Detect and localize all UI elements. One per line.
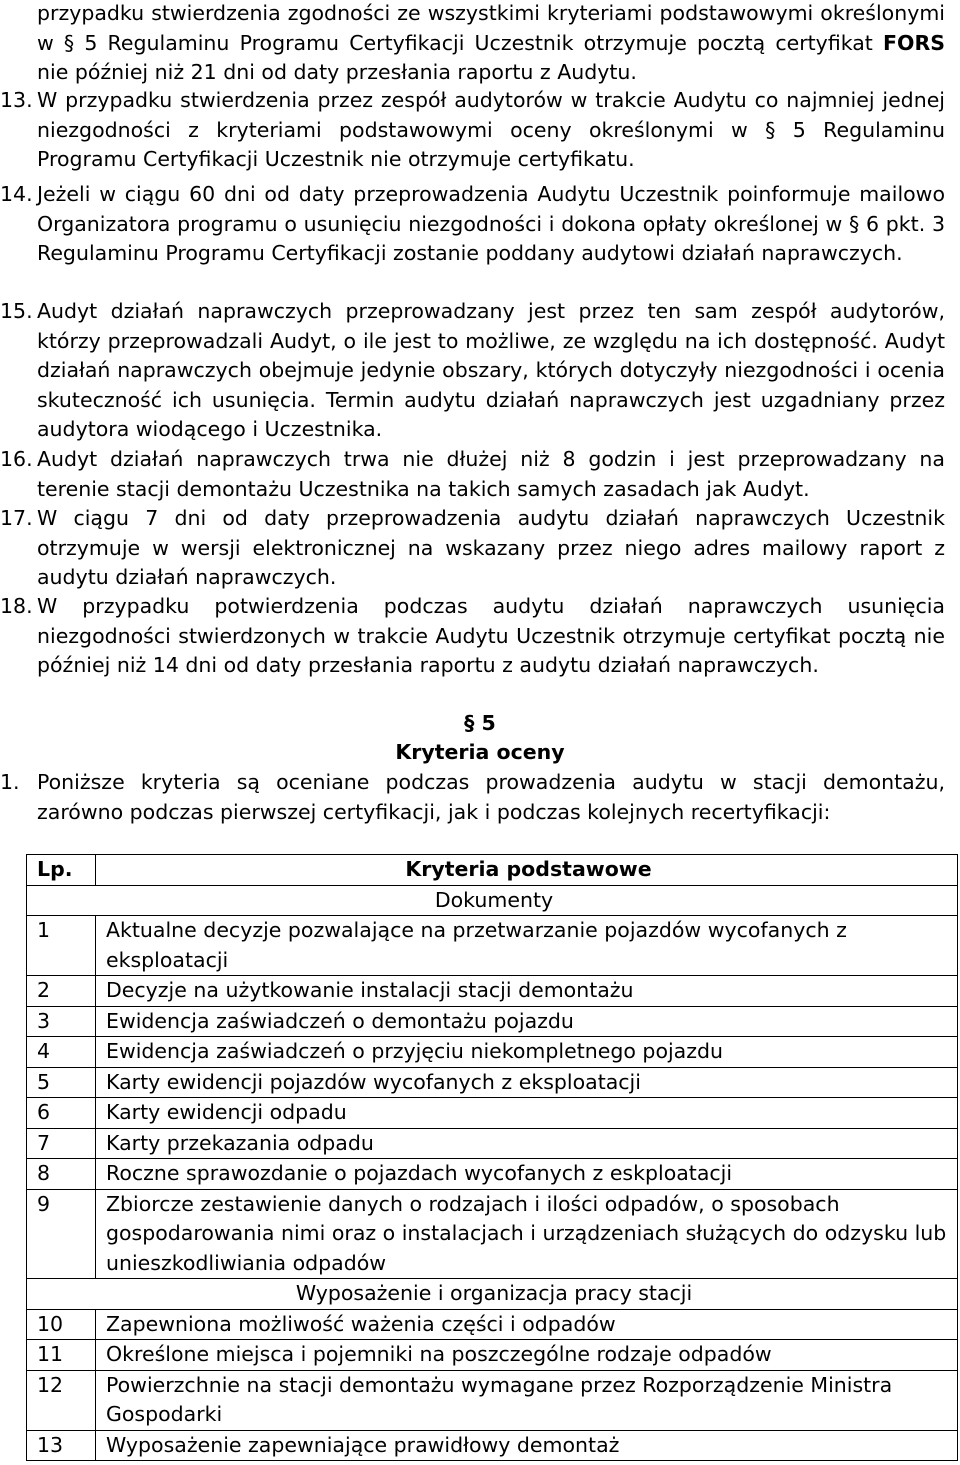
table-row — [27, 1159, 958, 1190]
list-item-text: W przypadku stwierdzenia przez zespół audytorów w trakcie Audytu co najmniej jednej niezgodności z kryteriami podstawowymi oceny określonymi w § 5 Regulaminu Programu Certyfikacji Uczestnik nie otrzymuje certyfikatu. — [37, 88, 945, 171]
list-item-number: 16. — [0, 447, 33, 471]
group-documents: Dokumenty — [27, 885, 958, 916]
list-item-15 — [0, 297, 945, 445]
table-row — [27, 1006, 958, 1037]
row-text: Wyposażenie zapewniające prawidłowy demontaż — [96, 1430, 958, 1461]
row-lp: 3 — [27, 1006, 96, 1037]
table-row — [27, 1098, 958, 1129]
row-text: Decyzje na użytkowanie instalacji stacji demontażu — [96, 976, 958, 1007]
row-text: Określone miejsca i pojemniki na poszczególne rodzaje odpadów — [96, 1340, 958, 1371]
row-lp: 4 — [27, 1037, 96, 1068]
row-text: Zapewniona możliwość ważenia części i odpadów — [96, 1309, 958, 1340]
row-lp: 10 — [27, 1309, 96, 1340]
table-row — [27, 976, 958, 1007]
list-item-text: Poniższe kryteria są oceniane podczas prowadzenia audytu w stacji demontażu, zarówno podczas pierwszej certyfikacji, jak i podczas kolejnych recertyfikacji: — [37, 770, 945, 824]
row-text: Karty przekazania odpadu — [96, 1128, 958, 1159]
table-row — [27, 1309, 958, 1340]
row-lp: 11 — [27, 1340, 96, 1371]
list-item-number: 13. — [0, 88, 33, 112]
header-criteria: Kryteria podstawowe — [96, 855, 958, 886]
list-item-text: Audyt działań naprawczych trwa nie dłużej niż 8 godzin i jest przeprowadzany na terenie stacji demontażu Uczestnika na takich samych zasadach jak Audyt. — [37, 447, 945, 501]
row-lp: 7 — [27, 1128, 96, 1159]
table-row — [27, 1067, 958, 1098]
row-text: Powierzchnie na stacji demontażu wymagane przez Rozporządzenie Ministra Gospodarki — [96, 1370, 958, 1430]
row-lp: 9 — [27, 1189, 96, 1279]
row-lp: 5 — [27, 1067, 96, 1098]
group-equipment: Wyposażenie i organizacja pracy stacji — [27, 1279, 958, 1310]
paragraph-12-text-a: przypadku stwierdzenia zgodności ze wszystkimi kryteriami podstawowymi określonymi w § 5 Regulaminu Programu Certyfikacji Uczestnik otrzymuje pocztą certyfikat — [37, 1, 945, 55]
table-row — [27, 1189, 958, 1279]
header-lp: Lp. — [27, 855, 96, 886]
list-item-number: 14. — [0, 182, 33, 206]
list-item-number: 18. — [0, 594, 33, 618]
table-row — [27, 916, 958, 976]
list-item-14 — [0, 180, 945, 269]
table-row — [27, 1430, 958, 1461]
row-text: Karty ewidencji odpadu — [96, 1098, 958, 1129]
row-text: Karty ewidencji pojazdów wycofanych z eksploatacji — [96, 1067, 958, 1098]
row-lp: 8 — [27, 1159, 96, 1190]
fors-bold: FORS — [883, 30, 945, 55]
row-lp: 12 — [27, 1370, 96, 1430]
row-lp: 1 — [27, 916, 96, 976]
table-row — [27, 1128, 958, 1159]
table-row — [27, 1370, 958, 1430]
row-text: Zbiorcze zestawienie danych o rodzajach i ilości odpadów, o sposobach gospodarowania nimi oraz o instalacjach i urządzeniach służących do odzysku lub unieszkodliwiania odpadów — [96, 1189, 958, 1279]
list-item-16 — [0, 445, 945, 504]
list-item-number: 17. — [0, 506, 33, 530]
section-title: Kryteria oceny — [395, 740, 565, 764]
list-item-18 — [0, 592, 945, 681]
table-header-row — [27, 855, 958, 886]
list-item-number: 1. — [0, 770, 20, 794]
list-item-number: 15. — [0, 299, 33, 323]
list-item-text: W ciągu 7 dni od daty przeprowadzenia audytu działań naprawczych Uczestnik otrzymuje w wersji elektronicznej na wskazany przez niego adres mailowy raport z audytu działań naprawczych. — [37, 506, 945, 589]
table-row — [27, 1037, 958, 1068]
paragraph-12-text-b: nie później niż 21 dni od daty przesłania raportu z Audytu. — [37, 60, 637, 84]
row-text: Ewidencja zaświadczeń o demontażu pojazdu — [96, 1006, 958, 1037]
row-text: Ewidencja zaświadczeń o przyjęciu niekompletnego pojazdu — [96, 1037, 958, 1068]
row-text: Roczne sprawozdanie o pojazdach wycofanych z eskploatacji — [96, 1159, 958, 1190]
row-lp: 2 — [27, 976, 96, 1007]
list-item-text: Audyt działań naprawczych przeprowadzany jest przez ten sam zespół audytorów, którzy przeprowadzali Audyt, o ile jest to możliwe, ze względu na ich dostępność. Audyt działań naprawczych obejmuje jedynie obszary, których dotyczyły niezgodności i ocenia skuteczność ich usunięcia. Termin audytu działań naprawczych jest uzgadniany przez audytora wiodącego i Uczestnika. — [37, 299, 945, 441]
row-text: Aktualne decyzje pozwalające na przetwarzanie pojazdów wycofanych z eksploatacji — [96, 916, 958, 976]
intro-item-1 — [0, 768, 945, 827]
row-lp: 13 — [27, 1430, 96, 1461]
section-number: § 5 — [464, 711, 496, 735]
paragraph-12-continuation — [37, 0, 945, 88]
list-item-text: Jeżeli w ciągu 60 dni od daty przeprowadzenia Audytu Uczestnik poinformuje mailowo Organizatora programu o usunięciu niezgodności i dokona opłaty określonej w § 6 pkt. 3 Regulaminu Programu Certyfikacji zostanie poddany audytowi działań naprawczych. — [37, 182, 945, 265]
table-group-row — [27, 885, 958, 916]
list-item-text: W przypadku potwierdzenia podczas audytu działań naprawczych usunięcia niezgodności stwierdzonych w trakcie Audytu Uczestnik otrzymuje certyfikat pocztą nie później niż 14 dni od daty przesłania raportu z audytu działań naprawczych. — [37, 594, 945, 677]
list-item-13 — [0, 86, 945, 175]
criteria-table — [26, 854, 958, 1461]
list-item-17 — [0, 504, 945, 593]
table-row — [27, 1340, 958, 1371]
row-lp: 6 — [27, 1098, 96, 1129]
table-group-row — [27, 1279, 958, 1310]
